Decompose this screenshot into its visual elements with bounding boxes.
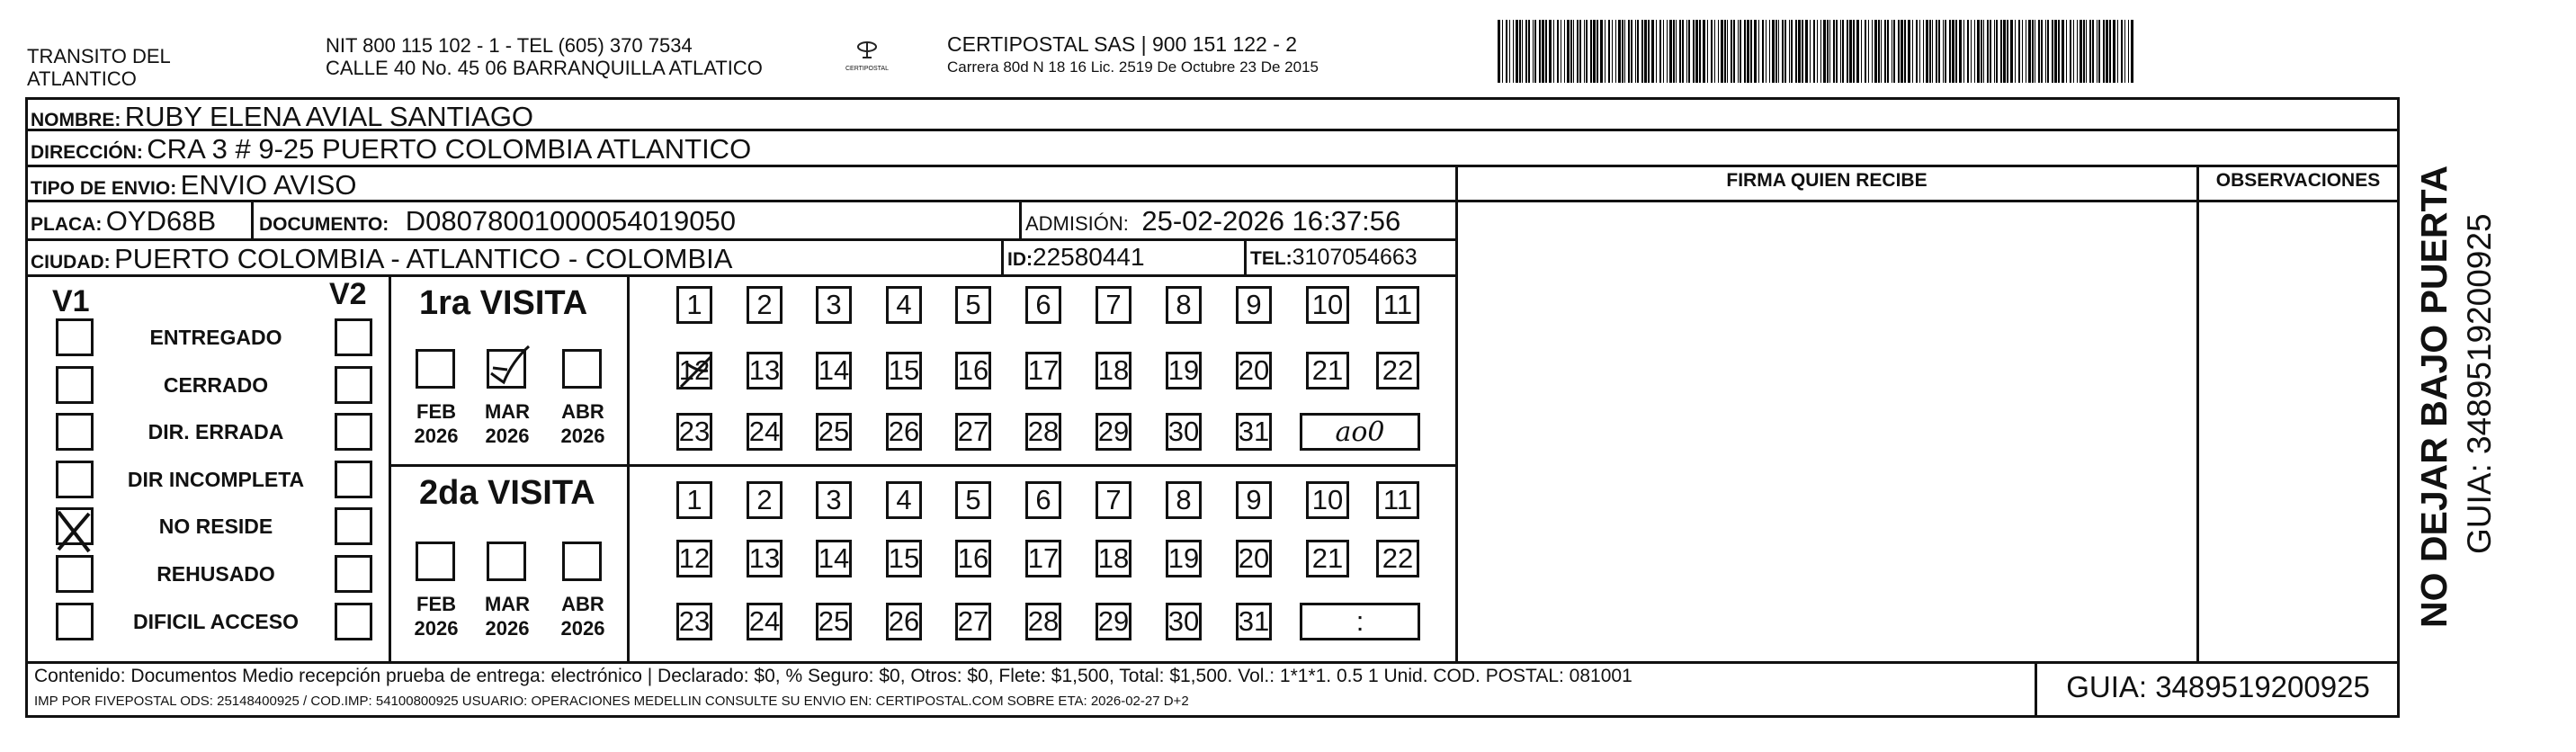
visit1-day-box[interactable] xyxy=(747,413,783,451)
v2-label: V2 xyxy=(329,277,367,311)
day-number: 30 xyxy=(1167,416,1200,447)
id-label: ID: xyxy=(1007,249,1033,270)
visit1-day-box[interactable] xyxy=(886,352,922,389)
col-line xyxy=(2035,661,2037,717)
time-value: : xyxy=(1355,605,1364,637)
day-number: 5 xyxy=(965,289,981,320)
day-number: 23 xyxy=(678,605,711,637)
admision-label: ADMISIÓN: xyxy=(1025,212,1129,235)
day-number: 5 xyxy=(965,484,981,515)
day-number: 18 xyxy=(1097,354,1130,386)
month-name: MAR xyxy=(484,593,531,615)
day-number: 31 xyxy=(1238,605,1270,637)
visit2-day-box[interactable] xyxy=(1096,481,1131,519)
visit2-day-box[interactable] xyxy=(747,603,783,640)
row-line xyxy=(25,661,2400,664)
observaciones-header xyxy=(2198,170,2398,192)
day-number: 14 xyxy=(818,542,850,574)
day-number: 15 xyxy=(888,542,920,574)
visit2-day-box[interactable] xyxy=(1025,481,1061,519)
month-name: FEB xyxy=(416,593,456,615)
visit2-month-label xyxy=(405,592,468,640)
v2-checkbox[interactable] xyxy=(335,413,372,451)
status-reason-label: DIR. ERRADA xyxy=(148,420,284,443)
placa-label: PLACA: xyxy=(31,214,103,235)
placa-row xyxy=(31,205,216,237)
observaciones-header-text: OBSERVACIONES xyxy=(2215,170,2381,191)
visit2-day-box[interactable] xyxy=(676,603,712,640)
guia-box: GUIA: 3489519200925 xyxy=(2066,670,2370,703)
visit1-day-box[interactable] xyxy=(1025,413,1061,451)
visit2-month-checkbox[interactable] xyxy=(562,542,602,581)
v2-checkbox[interactable] xyxy=(335,318,372,356)
firma-header-text: FIRMA QUIEN RECIBE xyxy=(1726,170,1928,191)
visit2-day-box[interactable] xyxy=(816,540,852,577)
status-reason-label: NO RESIDE xyxy=(158,515,273,538)
visit2-day-box[interactable] xyxy=(1236,481,1272,519)
sender-name xyxy=(27,45,171,90)
visit1-day-box[interactable] xyxy=(1376,352,1419,389)
day-number: 24 xyxy=(748,416,781,447)
nombre-value: RUBY ELENA AVIAL SANTIAGO xyxy=(124,101,534,132)
visit2-day-box[interactable] xyxy=(955,540,991,577)
day-number: 3 xyxy=(826,484,842,515)
visit1-day-box[interactable] xyxy=(1236,413,1272,451)
imp-line: IMP POR FIVEPOSTAL ODS: 25148400925 / COD.IMP: 54100800925 USUARIO: OPERACIONES MEDELLIN CONSULTE SU ENVIO EN: CERTIPOSTAL.COM SOBRE ETA: 2026-02-27 D+2 xyxy=(34,694,1189,709)
visit1-day-box[interactable] xyxy=(676,286,712,324)
day-number: 29 xyxy=(1097,605,1130,637)
col-line xyxy=(1001,238,1004,276)
status-reason-label: REHUSADO xyxy=(157,562,275,586)
month-name: ABR xyxy=(561,400,604,423)
visit2-day-box[interactable] xyxy=(886,603,922,640)
v1-checkbox[interactable] xyxy=(56,318,94,356)
tel-value: 3107054663 xyxy=(1292,245,1418,270)
side-guia: GUIA: 3489519200925 xyxy=(2461,213,2498,554)
visit-divider xyxy=(389,464,1457,467)
side-warning: NO DEJAR BAJO PUERTA xyxy=(2413,165,2455,628)
visit2-day-box[interactable] xyxy=(816,481,852,519)
ciudad-row xyxy=(31,243,732,275)
barcode xyxy=(1498,20,2138,83)
day-number: 2 xyxy=(756,289,773,320)
month-year: 2026 xyxy=(560,425,605,447)
day-number: 8 xyxy=(1176,484,1192,515)
visit1-day-box[interactable] xyxy=(955,352,991,389)
visit1-day-box[interactable] xyxy=(1166,286,1202,324)
col-line xyxy=(627,274,630,662)
visit1-day-box[interactable] xyxy=(1306,352,1349,389)
visit2-day-box[interactable] xyxy=(1096,540,1131,577)
visit1-month-label xyxy=(405,399,468,448)
id-value: 22580441 xyxy=(1033,243,1145,271)
day-number: 10 xyxy=(1311,289,1344,320)
status-reason-label: DIFICIL ACCESO xyxy=(132,610,299,633)
col-line xyxy=(1455,165,1458,662)
visit2-day-box[interactable] xyxy=(955,603,991,640)
visit2-month-label xyxy=(551,592,614,640)
day-number: 26 xyxy=(888,416,920,447)
tipo-value: ENVIO AVISO xyxy=(180,169,357,201)
day-number: 8 xyxy=(1176,289,1192,320)
day-number: 18 xyxy=(1097,542,1130,574)
day-number: 10 xyxy=(1311,484,1344,515)
day-number: 27 xyxy=(957,605,989,637)
visit1-day-box[interactable] xyxy=(676,413,712,451)
x-mark-icon xyxy=(675,353,720,392)
visit2-day-box[interactable] xyxy=(747,481,783,519)
v2-checkbox[interactable] xyxy=(335,461,372,498)
visit1-day-box[interactable] xyxy=(955,286,991,324)
day-number: 21 xyxy=(1311,354,1344,386)
v2-checkbox[interactable] xyxy=(335,603,372,640)
day-number: 17 xyxy=(1027,354,1060,386)
day-number: 25 xyxy=(818,605,850,637)
documento-row xyxy=(259,205,736,237)
day-number: 6 xyxy=(1035,289,1051,320)
nit-line: NIT 800 115 102 - 1 - TEL (605) 370 7534 xyxy=(326,34,693,57)
ciudad-label: CIUDAD: xyxy=(31,252,111,273)
col-line xyxy=(389,274,391,662)
day-number: 20 xyxy=(1238,354,1270,386)
visit2-day-box[interactable] xyxy=(1096,603,1131,640)
frame-bottom xyxy=(25,715,2400,718)
sender-line-2: ATLANTICO xyxy=(27,67,137,90)
month-year: 2026 xyxy=(485,425,530,447)
visit2-day-box[interactable] xyxy=(676,540,712,577)
v2-checkbox[interactable] xyxy=(335,555,372,593)
nombre-label: NOMBRE: xyxy=(31,110,121,130)
visit1-day-box[interactable] xyxy=(886,286,922,324)
v1-checkbox[interactable] xyxy=(56,507,94,545)
sender-line-1: TRANSITO DEL xyxy=(27,45,171,67)
visit2-day-box[interactable] xyxy=(1236,603,1272,640)
frame-top xyxy=(25,97,2400,100)
row-line xyxy=(1457,200,2400,202)
day-number: 16 xyxy=(957,354,989,386)
company-info xyxy=(947,32,1319,78)
barcode-bar xyxy=(2131,20,2133,83)
visit1-day-box[interactable] xyxy=(1096,413,1131,451)
visit2-day-box[interactable] xyxy=(1376,540,1419,577)
col-line xyxy=(1019,200,1022,240)
visit1-day-box[interactable] xyxy=(1236,352,1272,389)
v2-checkbox[interactable] xyxy=(335,507,372,545)
day-number: 25 xyxy=(818,416,850,447)
day-number: 17 xyxy=(1027,542,1060,574)
visit2-day-box[interactable] xyxy=(747,540,783,577)
day-number: 16 xyxy=(957,542,989,574)
visit1-day-box[interactable] xyxy=(1236,286,1272,324)
admision-value: 25-02-2026 16:37:56 xyxy=(1141,205,1401,237)
visit2-day-box[interactable] xyxy=(886,481,922,519)
visit2-title: 2da VISITA xyxy=(419,474,595,512)
visit2-day-box[interactable] xyxy=(1306,540,1349,577)
day-number: 22 xyxy=(1382,354,1414,386)
tel-row xyxy=(1250,245,1418,271)
visit1-month-checkbox[interactable] xyxy=(487,349,526,389)
license-line: Carrera 80d N 18 16 Lic. 2519 De Octubre 23 De 2015 xyxy=(947,58,1319,76)
time-value: ao0 xyxy=(1335,416,1385,448)
day-number: 3 xyxy=(826,289,842,320)
contenido-line: Contenido: Documentos Medio recepción prueba de entrega: electrónico | Declarado: $0, % Seguro: $0, Otros: $0, Flete: $1,500, Total: $1,500. Vol.: 1*1*1. 0.5 1 Unid. COD. POSTAL: 081001 xyxy=(34,666,1632,686)
v1-checkbox[interactable] xyxy=(56,555,94,593)
visit1-day-box[interactable] xyxy=(1166,413,1202,451)
nombre-row xyxy=(31,101,533,133)
day-number: 7 xyxy=(1105,484,1122,515)
frame-left xyxy=(25,97,28,718)
company-line: CERTIPOSTAL SAS | 900 151 122 - 2 xyxy=(947,32,1298,56)
visit1-day-box[interactable] xyxy=(955,413,991,451)
firma-header xyxy=(1457,170,2196,192)
visit1-day-box[interactable] xyxy=(747,352,783,389)
v1-checkbox[interactable] xyxy=(56,366,94,404)
visit2-day-box[interactable] xyxy=(1306,481,1349,519)
day-number: 15 xyxy=(888,354,920,386)
day-number: 9 xyxy=(1246,289,1262,320)
day-number: 20 xyxy=(1238,542,1270,574)
status-reason-label: ENTREGADO xyxy=(149,326,282,349)
direccion-row xyxy=(31,133,751,166)
visit1-day-box[interactable] xyxy=(1306,286,1349,324)
day-number: 4 xyxy=(896,289,912,320)
month-name: ABR xyxy=(561,593,604,615)
visit2-month-checkbox[interactable] xyxy=(487,542,526,581)
visit1-day-box[interactable] xyxy=(1025,352,1061,389)
month-name: MAR xyxy=(484,400,531,423)
col-line xyxy=(251,200,254,240)
address-line: CALLE 40 No. 45 06 BARRANQUILLA ATLATICO xyxy=(326,57,763,79)
certipostal-logo xyxy=(835,40,899,72)
x-mark-icon xyxy=(53,505,94,557)
day-number: 14 xyxy=(818,354,850,386)
day-number: 22 xyxy=(1382,542,1414,574)
visit1-month-checkbox[interactable] xyxy=(416,349,455,389)
status-reason-label: DIR INCOMPLETA xyxy=(127,468,305,491)
check-mark-icon xyxy=(484,343,538,388)
day-number: 9 xyxy=(1246,484,1262,515)
visit2-day-box[interactable] xyxy=(1025,603,1061,640)
day-number: 19 xyxy=(1167,542,1200,574)
visit2-day-box[interactable] xyxy=(1025,540,1061,577)
month-year: 2026 xyxy=(560,617,605,640)
visit1-day-box[interactable] xyxy=(1096,286,1131,324)
day-number: 1 xyxy=(686,484,702,515)
col-line xyxy=(1244,238,1247,276)
v2-checkbox[interactable] xyxy=(335,366,372,404)
day-number: 28 xyxy=(1027,605,1060,637)
month-year: 2026 xyxy=(414,425,459,447)
day-number: 12 xyxy=(678,354,711,386)
col-line xyxy=(2196,165,2199,662)
day-number: 29 xyxy=(1097,416,1130,447)
visit1-day-box[interactable] xyxy=(816,352,852,389)
placa-value: OYD68B xyxy=(105,205,217,237)
ciudad-value: PUERTO COLOMBIA - ATLANTICO - COLOMBIA xyxy=(114,243,733,274)
tel-label: TEL: xyxy=(1250,248,1292,269)
visit1-day-box[interactable] xyxy=(886,413,922,451)
admision-row xyxy=(1025,205,1400,237)
day-number: 1 xyxy=(686,289,702,320)
visit2-time-box[interactable] xyxy=(1300,603,1420,640)
visit1-time-box[interactable] xyxy=(1300,413,1420,451)
visit1-month-checkbox[interactable] xyxy=(562,349,602,389)
visit1-day-box[interactable] xyxy=(1025,286,1061,324)
visit2-day-box[interactable] xyxy=(1376,481,1419,519)
visit2-month-label xyxy=(476,592,539,640)
day-number: 30 xyxy=(1167,605,1200,637)
visit2-day-box[interactable] xyxy=(676,481,712,519)
status-reason-label: CERRADO xyxy=(163,373,269,397)
visit1-day-box[interactable] xyxy=(1096,352,1131,389)
visit1-month-label xyxy=(551,399,614,448)
day-number: 26 xyxy=(888,605,920,637)
visit1-day-box[interactable] xyxy=(676,352,712,389)
day-number: 12 xyxy=(678,542,711,574)
visit1-day-box[interactable] xyxy=(816,413,852,451)
visit2-month-checkbox[interactable] xyxy=(416,542,455,581)
v1-checkbox[interactable] xyxy=(56,603,94,640)
logo-icon xyxy=(854,40,881,63)
day-number: 24 xyxy=(748,605,781,637)
day-number: 4 xyxy=(896,484,912,515)
visit2-day-box[interactable] xyxy=(1166,540,1202,577)
logo-text: CERTIPOSTAL xyxy=(845,66,889,72)
visit2-day-box[interactable] xyxy=(886,540,922,577)
visit1-month-label xyxy=(476,399,539,448)
day-number: 28 xyxy=(1027,416,1060,447)
visit2-day-box[interactable] xyxy=(816,603,852,640)
v1-checkbox[interactable] xyxy=(56,461,94,498)
visit1-day-box[interactable] xyxy=(1376,286,1419,324)
direccion-label: DIRECCIÓN: xyxy=(31,142,143,163)
visit1-title: 1ra VISITA xyxy=(419,284,588,322)
day-number: 13 xyxy=(748,354,781,386)
v1-label: V1 xyxy=(52,284,90,318)
visit2-day-box[interactable] xyxy=(1166,481,1202,519)
day-number: 19 xyxy=(1167,354,1200,386)
tipo-row xyxy=(31,169,356,201)
visit1-day-box[interactable] xyxy=(747,286,783,324)
visit2-day-box[interactable] xyxy=(1166,603,1202,640)
day-number: 31 xyxy=(1238,416,1270,447)
visit1-day-box[interactable] xyxy=(816,286,852,324)
v1-checkbox[interactable] xyxy=(56,413,94,451)
day-number: 23 xyxy=(678,416,711,447)
day-number: 13 xyxy=(748,542,781,574)
tipo-label: TIPO DE ENVIO: xyxy=(31,178,177,199)
visit2-day-box[interactable] xyxy=(955,481,991,519)
day-number: 27 xyxy=(957,416,989,447)
day-number: 21 xyxy=(1311,542,1344,574)
id-row xyxy=(1007,243,1145,272)
day-number: 6 xyxy=(1035,484,1051,515)
documento-label: DOCUMENTO: xyxy=(259,214,389,235)
visit2-day-box[interactable] xyxy=(1236,540,1272,577)
day-number: 11 xyxy=(1382,289,1413,320)
day-number: 7 xyxy=(1105,289,1122,320)
month-year: 2026 xyxy=(485,617,530,640)
month-name: FEB xyxy=(416,400,456,423)
sender-contact xyxy=(326,34,763,79)
day-number: 2 xyxy=(756,484,773,515)
month-year: 2026 xyxy=(414,617,459,640)
day-number: 11 xyxy=(1382,484,1413,515)
documento-value: D08078001000054019050 xyxy=(405,205,736,237)
visit1-day-box[interactable] xyxy=(1166,352,1202,389)
direccion-value: CRA 3 # 9-25 PUERTO COLOMBIA ATLANTICO xyxy=(147,133,752,165)
